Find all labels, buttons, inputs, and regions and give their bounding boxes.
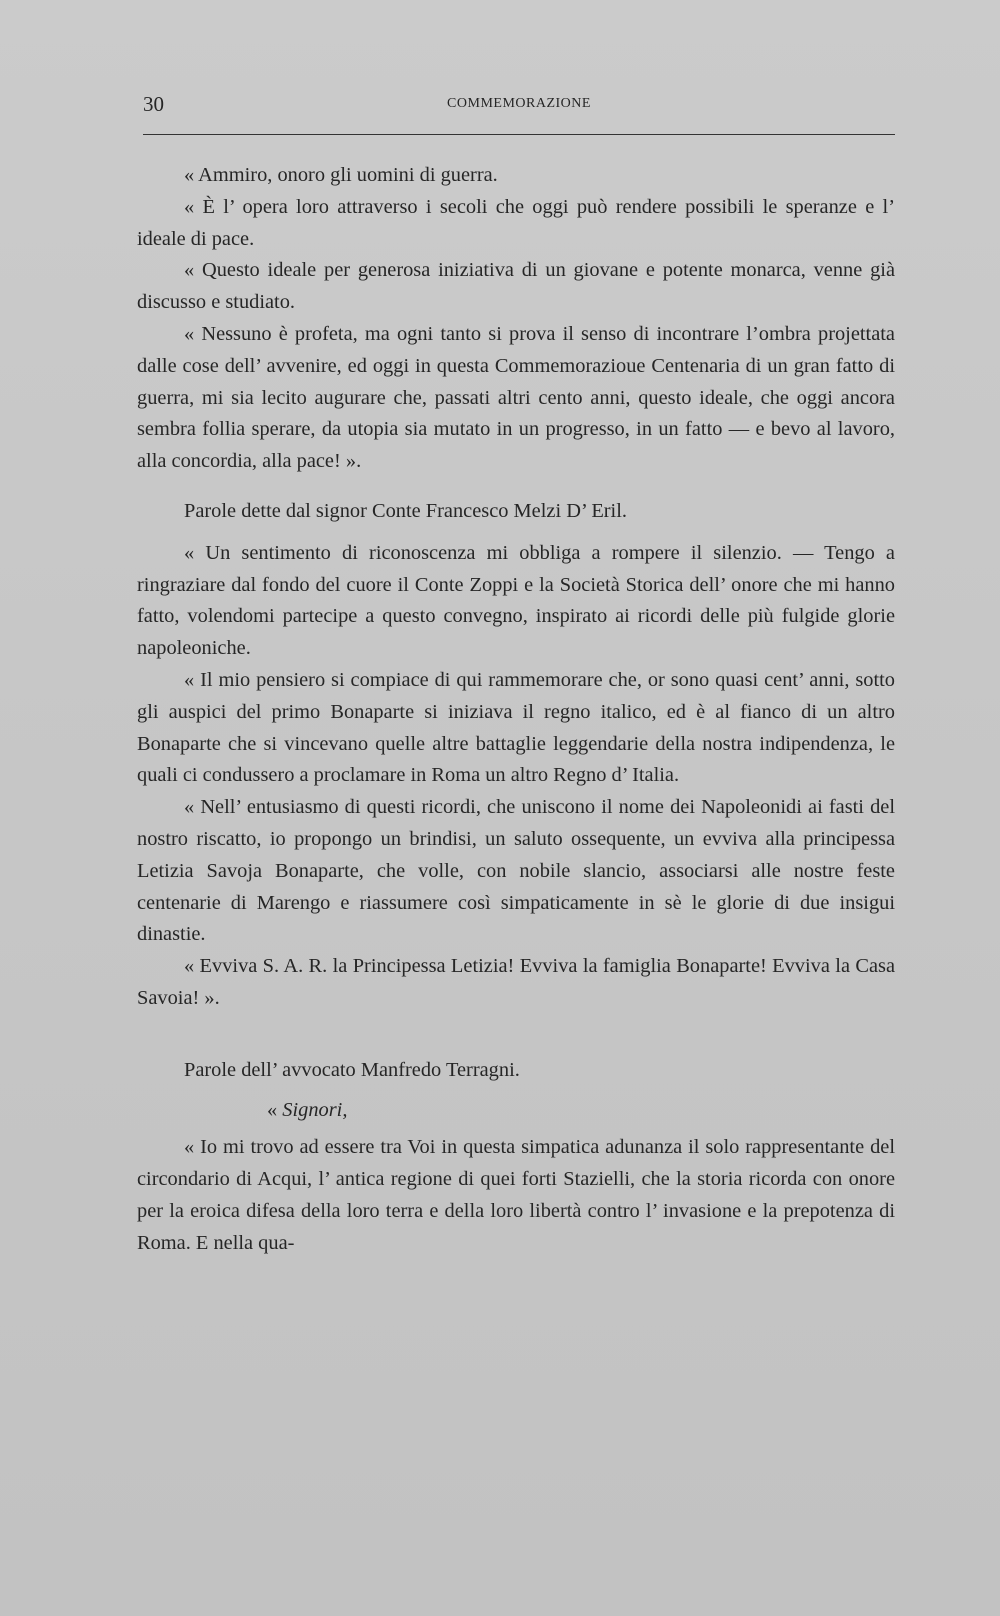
page-number: 30 [143,92,164,116]
running-head [143,92,895,122]
salutation-quote: « [267,1098,283,1121]
speaker-caption: Parole dell’ avvocato Manfredo Terragni. [184,1058,520,1081]
paragraph: « Ammiro, onoro gli uomini di guerra. [184,164,498,186]
salutation-text: Signori, [282,1098,348,1121]
header-rule [143,134,895,135]
paragraph: « Nessuno è profeta, ma ogni tanto si prova il senso di incontrare l’ombra projettata dalle cose dell’ avvenire, ed oggi in questa Commemorazioue Centenaria di un gran fatto di guerra, mi sia lecito augurare che, passati altri cento anni, questo ideale, che oggi ancora sembra follia sperare, da utopia sia mutato in un progresso, in un fatto — e bevo al lavoro, alla concordia, alla pace! ». [137,322,895,473]
paragraph: « Evviva S. A. R. la Principessa Letizia! Evviva la famiglia Bonaparte! Evviva la Casa Savoia! ». [137,955,895,1009]
paragraph: « Nell’ entusiasmo di questi ricordi, che uniscono il nome dei Napoleonidi ai fasti del nostro riscatto, io propongo un brindisi, un saluto ossequente, un evviva alla principessa Letizia Savoja Bonaparte, che volle, con nobile slancio, associarsi alle nostre feste centenarie di Marengo e riassumere così simpaticamente in sè le glorie di due insigui dinastie. [137,796,895,946]
paragraph: « Questo ideale per generosa iniziativa di un giovane e potente monarca, venne già discusso e studiato. [137,259,895,314]
body-text [137,160,895,1260]
paragraph: « Il mio pensiero si compiace di qui rammemorare che, or sono quasi cent’ anni, sotto gli auspici del primo Bonaparte si iniziava il regno italico, ed è al fianco di un altro Bonaparte che si vincevano quelle altre battaglie leggendarie della nostra indipendenza, le quali ci condussero a proclamare in Roma un altro Regno d’ Italia. [137,668,895,787]
paragraph: « Io mi trovo ad essere tra Voi in questa simpatica adunanza il solo rappresentante del circondario di Acqui, l’ antica regione di quei forti Stazielli, che la storia ricorda con onore per la eroica difesa della loro terra e della loro libertà contro l’ invasione e la prepotenza di Roma. E nella qua- [137,1136,895,1254]
speaker-caption: Parole dette dal signor Conte Francesco Melzi D’ Eril. [184,499,627,522]
paragraph: « Un sentimento di riconoscenza mi obbliga a rompere il silenzio. — Tengo a ringraziare dal fondo del cuore il Conte Zoppi e la Società Storica dell’ onore che mi hanno fatto, volendomi partecipe a questo convegno, inspirato ai ricordi delle più fulgide glorie napoleoniche. [137,541,895,660]
running-title: COMMEMORAZIONE [447,96,591,111]
paragraph: « È l’ opera loro attraverso i secoli che oggi può rendere possibili le speranze e l’ ideale di pace. [137,195,895,250]
salutation [137,1095,895,1127]
